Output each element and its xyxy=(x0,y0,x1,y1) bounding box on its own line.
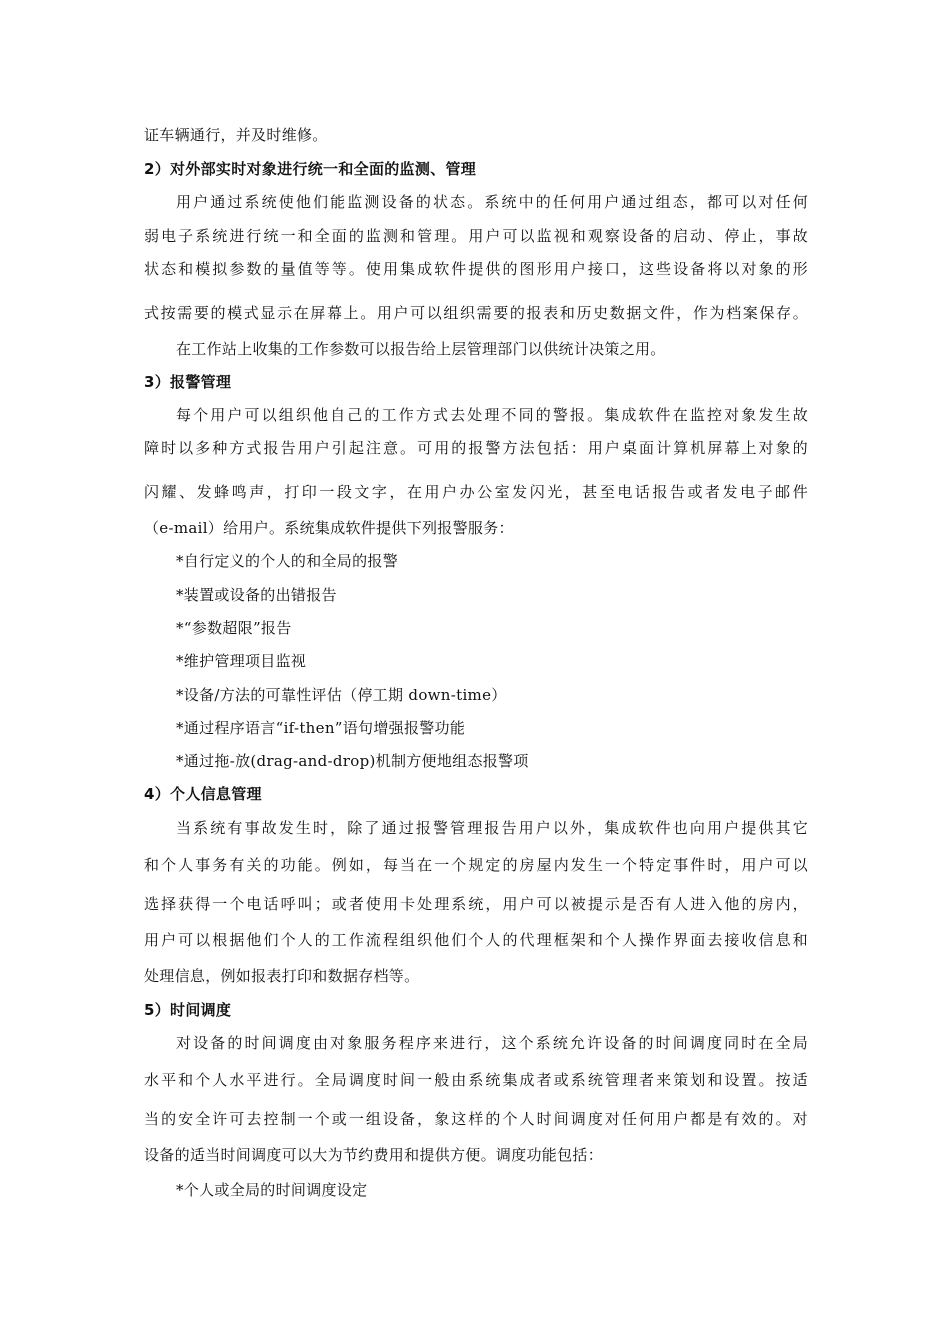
paragraph-line: 在工作站上收集的工作参数可以报告给上层管理部门以供统计决策之用。 xyxy=(176,340,666,358)
paragraph-line: 和个人事务有关的功能。例如，每当在一个规定的房屋内发生一个特定事件时，用户可以 xyxy=(144,856,808,874)
paragraph-line: 选择获得一个电话呼叫；或者使用卡处理系统，用户可以被提示是否有人进入他的房内， xyxy=(144,895,808,913)
paragraph-line: 障时以多种方式报告用户引起注意。可用的报警方法包括：用户桌面计算机屏幕上对象的 xyxy=(144,439,808,457)
paragraph-line: 当的安全许可去控制一个或一组设备，象这样的个人时间调度对任何用户都是有效的。对 xyxy=(144,1110,808,1128)
paragraph-line: 当系统有事故发生时，除了通过报警管理报告用户以外，集成软件也向用户提供其它 xyxy=(176,819,808,837)
list-item: *维护管理项目监视 xyxy=(176,652,307,670)
list-item: *通过程序语言“if-then”语句增强报警功能 xyxy=(176,719,466,737)
section-heading-3: 3）报警管理 xyxy=(144,373,232,391)
paragraph-line: 处理信息，例如报表打印和数据存档等。 xyxy=(144,967,420,985)
paragraph-line: 用户可以根据他们个人的工作流程组织他们个人的代理框架和个人操作界面去接收信息和 xyxy=(144,931,808,949)
list-item: *个人或全局的时间调度设定 xyxy=(176,1181,368,1199)
section-heading-2: 2）对外部实时对象进行统一和全面的监测、管理 xyxy=(144,160,477,178)
paragraph-line: 状态和模拟参数的量值等等。使用集成软件提供的图形用户接口，这些设备将以对象的形 xyxy=(144,260,808,278)
list-item: *设备/方法的可靠性评估（停工期 down-time） xyxy=(176,686,507,704)
paragraph-line: 对设备的时间调度由对象服务程序来进行，这个系统允许设备的时间调度同时在全局 xyxy=(176,1034,808,1052)
section-heading-5: 5）时间调度 xyxy=(144,1001,232,1019)
paragraph-line: 设备的适当时间调度可以大为节约费用和提供方便。调度功能包括： xyxy=(144,1146,604,1164)
list-item: *通过拖-放(drag-and-drop)机制方便地组态报警项 xyxy=(176,752,529,770)
paragraph-line: 用户通过系统使他们能监测设备的状态。系统中的任何用户通过组态，都可以对任何 xyxy=(176,193,808,211)
paragraph-line: 水平和个人水平进行。全局调度时间一般由系统集成者或系统管理者来策划和设置。按适 xyxy=(144,1071,808,1089)
section-heading-4: 4）个人信息管理 xyxy=(144,785,262,803)
paragraph-line: 弱电子系统进行统一和全面的监测和管理。用户可以监视和观察设备的启动、停止，事故 xyxy=(144,227,808,245)
paragraph-line: 闪耀、发蜂鸣声，打印一段文字，在用户办公室发闪光，甚至电话报告或者发电子邮件 xyxy=(144,483,808,501)
paragraph-line: 每个用户可以组织他自己的工作方式去处理不同的警报。集成软件在监控对象发生故 xyxy=(176,406,808,424)
paragraph-continuation: 证车辆通行，并及时维修。 xyxy=(144,126,328,144)
paragraph-line: （e-mail）给用户。系统集成软件提供下列报警服务： xyxy=(144,519,514,537)
list-item: *装置或设备的出错报告 xyxy=(176,586,337,604)
paragraph-line: 式按需要的模式显示在屏幕上。用户可以组织需要的报表和历史数据文件，作为档案保存。 xyxy=(144,304,808,322)
list-item: *自行定义的个人的和全局的报警 xyxy=(176,552,399,570)
list-item: *“参数超限”报告 xyxy=(176,619,292,637)
